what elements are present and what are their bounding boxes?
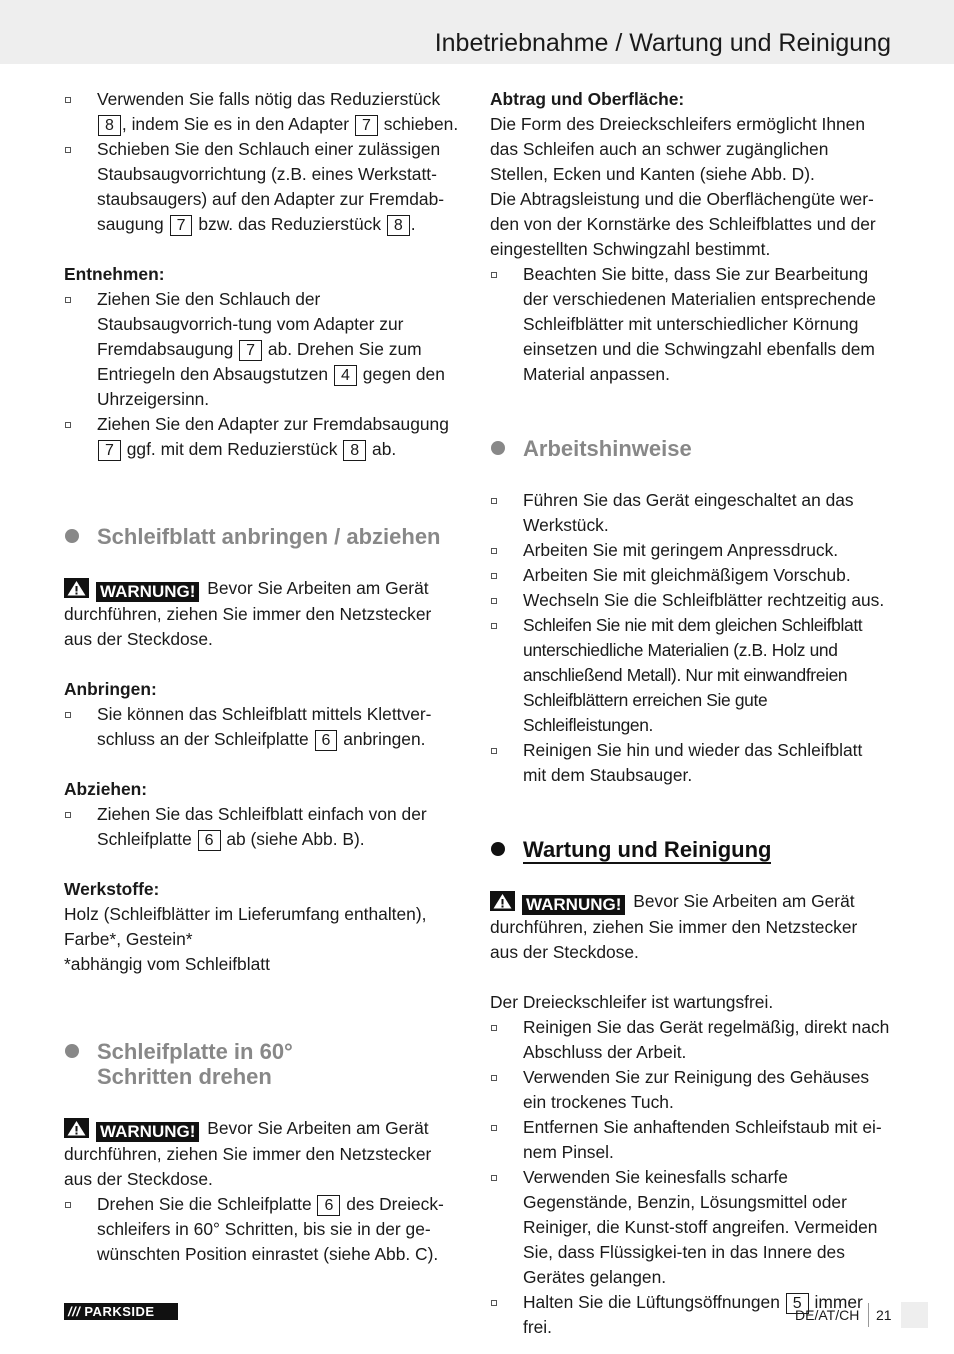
werkstoffe-text: Holz (Schleifblätter im Lieferumfang enthalten), Farbe*, Gestein* — [64, 904, 427, 949]
list-item: Beachten Sie bitte, dass Sie zur Bearbeitung der verschiedenen Materialien entsprechende Schleifblätter mit unterschiedlicher Körnung einsetzen und die Schwingzahl ebenfalls dem Material anpassen. — [490, 262, 890, 387]
abtrag-list — [490, 262, 890, 387]
section-heading-wartung: Wartung und Reinigung — [490, 837, 890, 862]
footer-divider — [868, 1303, 869, 1327]
wartung-list — [490, 1015, 890, 1340]
schleifplatte-list — [64, 1192, 464, 1267]
part-reference: 8 — [343, 440, 366, 461]
anbringen-label: Anbringen: — [64, 679, 157, 699]
list-item: Sie können das Schleifblatt mittels Klettver-schluss an der Schleifplatte 6 anbringen. — [64, 702, 464, 752]
page-number: 21 — [876, 1307, 892, 1323]
list-item: Entfernen Sie anhaftenden Schleifstaub mit ei-nem Pinsel. — [490, 1115, 890, 1165]
list-item: Ziehen Sie das Schleifblatt einfach von der Schleifplatte 6 ab (siehe Abb. B). — [64, 802, 464, 852]
bullet-square-icon — [491, 1300, 497, 1306]
list-item: Schieben Sie den Schlauch einer zulässigen Staubsaugvorrichtung (z.B. eines Werkstatt-staubsaugers) auf den Adapter zur Fremdab-saugung 7 bzw. das Reduzierstück 8 . — [64, 137, 464, 237]
part-reference: 4 — [334, 365, 357, 386]
entnehmen-list — [64, 287, 464, 462]
bullet-square-icon — [491, 548, 497, 554]
bullet-square-icon — [491, 598, 497, 604]
section-dot-icon — [65, 1044, 79, 1058]
warning-badge: WARNUNG! — [96, 582, 199, 602]
part-reference: 7 — [98, 440, 121, 461]
warning-triangle-icon — [64, 578, 89, 598]
footer-country: DE/AT/CH — [795, 1307, 860, 1323]
bullet-square-icon — [491, 623, 497, 629]
section-heading-schleifblatt: Schleifblatt anbringen / abziehen — [64, 524, 464, 549]
section-heading-schleifplatte: Schleifplatte in 60° Schritten drehen — [64, 1039, 464, 1089]
list-item: Drehen Sie die Schleifplatte 6 des Dreieck-schleifers in 60° Schritten, bis sie in der ge-wünschten Position einrastet (siehe Abb. C). — [64, 1192, 464, 1267]
list-item: Ziehen Sie den Adapter zur Fremdabsaugung 7 ggf. mit dem Reduzierstück 8 ab. — [64, 412, 464, 462]
warning-badge: WARNUNG! — [522, 895, 625, 915]
list-item: Verwenden Sie zur Reinigung des Gehäuses ein trockenes Tuch. — [490, 1065, 890, 1115]
warning-badge: WARNUNG! — [96, 1122, 199, 1142]
bullet-square-icon — [65, 297, 71, 303]
warning-paragraph: WARNUNG! Bevor Sie Arbeiten am Gerät durchführen, ziehen Sie immer den Netzstecker aus der Steckdose. — [64, 1118, 432, 1189]
entnehmen-label: Entnehmen: — [64, 264, 165, 284]
section-heading-arbeitshinweise: Arbeitshinweise — [490, 436, 890, 461]
list-item: Reinigen Sie hin und wieder das Schleifblatt mit dem Staubsauger. — [490, 738, 890, 788]
left-column — [64, 87, 464, 1267]
abtrag-label: Abtrag und Oberfläche: — [490, 89, 685, 109]
abziehen-label: Abziehen: — [64, 779, 148, 799]
bullet-square-icon — [491, 272, 497, 278]
list-item: Reinigen Sie das Gerät regelmäßig, direkt nach Abschluss der Arbeit. — [490, 1015, 890, 1065]
part-reference: 5 — [786, 1293, 809, 1314]
list-item: Verwenden Sie falls nötig das Reduzierstück 8 , indem Sie es in den Adapter 7 schieben. — [64, 87, 464, 137]
section-dot-icon — [65, 529, 79, 543]
bullet-square-icon — [65, 147, 71, 153]
warning-triangle-icon — [64, 1118, 89, 1138]
part-reference: 6 — [317, 1195, 340, 1216]
footer-tab — [901, 1302, 928, 1328]
wartung-intro: Der Dreieckschleifer ist wartungsfrei. — [490, 992, 774, 1012]
bullet-square-icon — [65, 97, 71, 103]
bullet-square-icon — [491, 573, 497, 579]
list-item: Führen Sie das Gerät eingeschaltet an das Werkstück. — [490, 488, 890, 538]
parkside-logo: /// PARKSIDE — [64, 1303, 178, 1320]
list-item: Ziehen Sie den Schlauch der Staubsaugvorrich-tung vom Adapter zur Fremdabsaugung 7 ab. Drehen Sie zum Entriegeln den Absaugstutzen 4 gegen den Uhrzeigersinn. — [64, 287, 464, 412]
section-dot-icon — [491, 441, 505, 455]
bullet-square-icon — [491, 1025, 497, 1031]
part-reference: 7 — [170, 215, 193, 236]
list-item: Arbeiten Sie mit gleichmäßigem Vorschub. — [490, 563, 890, 588]
bullet-square-icon — [491, 1125, 497, 1131]
bullet-square-icon — [65, 712, 71, 718]
anbringen-list — [64, 702, 464, 752]
list-item: Halten Sie die Lüftungsöffnungen 5 immer frei. — [490, 1290, 890, 1340]
arbeitshinweise-list — [490, 488, 890, 788]
part-reference: 7 — [355, 115, 378, 136]
part-reference: 7 — [239, 340, 262, 361]
bullet-square-icon — [65, 422, 71, 428]
right-column — [490, 87, 890, 1340]
list-item: Verwenden Sie keinesfalls scharfe Gegenstände, Benzin, Lösungsmittel oder Reiniger, die Kunst-stoff angreifen. Vermeiden Sie, dass Flüssigkei-ten in das Innere des Gerätes gelangen. — [490, 1165, 890, 1290]
part-reference: 8 — [387, 215, 410, 236]
warning-triangle-icon — [490, 891, 515, 911]
werkstoffe-note: *abhängig vom Schleifblatt — [64, 954, 270, 974]
bullet-square-icon — [491, 1175, 497, 1181]
part-reference: 6 — [198, 830, 221, 851]
warning-paragraph: WARNUNG! Bevor Sie Arbeiten am Gerät durchführen, ziehen Sie immer den Netzstecker aus der Steckdose. — [490, 891, 858, 962]
werkstoffe-label: Werkstoffe: — [64, 879, 160, 899]
section-dot-icon — [491, 842, 505, 856]
bullet-square-icon — [65, 812, 71, 818]
abtrag-text-2: Die Abtragsleistung und die Oberflächengüte wer-den von der Kornstärke des Schleifblattes und der eingestellten Schwingzahl bestimmt. — [490, 189, 876, 259]
list-item: Wechseln Sie die Schleifblätter rechtzeitig aus. — [490, 588, 890, 613]
abziehen-list — [64, 802, 464, 852]
part-reference: 8 — [98, 115, 121, 136]
list-item: Schleifen Sie nie mit dem gleichen Schleifblatt unterschiedliche Materialien (z.B. Holz und anschließend Metall). Nur mit einwandfreien Schleifblättern erreichen Sie gute Schleifleistungen. — [490, 613, 890, 738]
part-reference: 6 — [315, 730, 338, 751]
abtrag-text-1: Die Form des Dreieckschleifers ermöglicht Ihnen das Schleifen auch an schwer zugänglichen Stellen, Ecken und Kanten (siehe Abb. D). — [490, 114, 866, 184]
bullet-square-icon — [491, 748, 497, 754]
warning-paragraph: WARNUNG! Bevor Sie Arbeiten am Gerät durchführen, ziehen Sie immer den Netzstecker aus der Steckdose. — [64, 578, 432, 649]
bullet-square-icon — [491, 498, 497, 504]
bullet-square-icon — [491, 1075, 497, 1081]
list-item: Arbeiten Sie mit geringem Anpressdruck. — [490, 538, 890, 563]
intro-list — [64, 87, 464, 237]
bullet-square-icon — [65, 1202, 71, 1208]
page-title: Inbetriebnahme / Wartung und Reinigung — [434, 29, 891, 57]
